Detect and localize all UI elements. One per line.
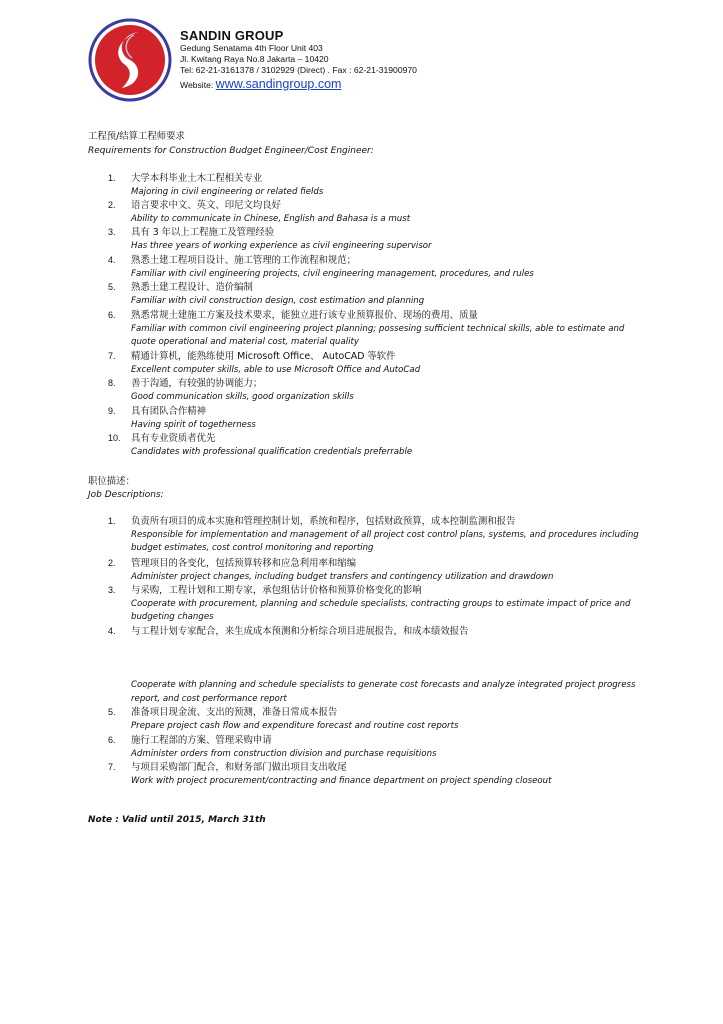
item-text-zh: 施行工程部的方案、管理采购申请 (131, 735, 272, 746)
item-text-zh: 具有 3 年以上工程施工及管理经验 (131, 227, 275, 238)
item-text-en: Work with project procurement/contracting and finance department on project spending closeout (131, 775, 552, 786)
item-number: 2. (108, 200, 116, 210)
item-text-zh: 精通计算机，能熟练使用 Microsoft Office、 AutoCAD 等软件 (131, 351, 396, 362)
address-line-1: Gedung Senatama 4th Floor Unit 403 (180, 43, 323, 53)
job-title-zh: 职位描述： (88, 476, 135, 487)
requirements-title-en: Requirements for Construction Budget Engineer/Cost Engineer: (88, 146, 374, 156)
item-number: 5. (108, 707, 116, 717)
item-text-zh: 负责所有项目的成本实施和管理控制计划，系统和程序，包括财政预算，成本控制监测和报告 (131, 516, 516, 527)
item-text-zh: 管理项目的各变化，包括预算转移和应急利用率和缩编 (131, 558, 357, 569)
website-link[interactable]: www.sandingroup.com (215, 77, 342, 91)
website-label: Website: (180, 80, 214, 90)
item-text-en: Candidates with professional qualification credentials preferrable (131, 446, 413, 457)
validity-note: Note : Valid until 2015, March 31th (88, 815, 266, 825)
item-number: 1. (108, 516, 116, 526)
item-number: 3. (108, 227, 116, 237)
item-number: 4. (108, 255, 116, 265)
item-text-zh: 具有专业资质者优先 (131, 433, 216, 444)
address-line-2: Jl. Kwitang Raya No.8 Jakarta – 10420 (180, 54, 329, 64)
item-text-en: Excellent computer skills, able to use Microsoft Office and AutoCad (131, 364, 421, 375)
item-number: 9. (108, 406, 116, 416)
item-number: 7. (108, 351, 116, 361)
company-header (180, 28, 417, 92)
item-text-zh: 与采购，工程计划和工期专家，承包组估计价格和预算价格变化的影响 (131, 585, 422, 596)
item-text-en: Prepare project cash flow and expenditure forecast and routine cost reports (131, 720, 459, 731)
item-number: 7. (108, 762, 116, 772)
item-text-zh: 熟悉土建工程设计、造价编制 (131, 282, 253, 293)
item-text-zh: 语言要求中文、英文、印尼文均良好 (131, 200, 282, 211)
item-text-zh: 具有团队合作精神 (131, 406, 207, 417)
sandin-group-logo (88, 18, 172, 102)
item-number: 8. (108, 378, 116, 388)
item-number: 2. (108, 558, 116, 568)
item-text-en: Familiar with common civil engineering project planning; possesing sufficient technical skills, able to estimate and quote operational and material cost, material quality (131, 323, 625, 348)
phone-line: Tel: 62-21-3161378 / 3102929 (Direct) . Fax : 62-21-31900970 (180, 65, 417, 75)
item-text-zh: 熟悉土建工程项目设计、施工管理的工作流程和规范； (131, 255, 357, 266)
item-number: 3. (108, 585, 116, 595)
item-number: 10. (108, 433, 121, 443)
item-text-en: Majoring in civil engineering or related fields (131, 186, 324, 197)
item-text-en: Has three years of working experience as civil engineering supervisor (131, 240, 432, 251)
item-text-zh: 准备项目现金流、支出的预测，准备日常成本报告 (131, 707, 338, 718)
requirements-title-zh: 工程预/结算工程师要求 (88, 131, 185, 142)
item-text-en: Cooperate with planning and schedule specialists to generate cost forecasts and analyze integrated project progress report, and cost performance report (131, 680, 636, 704)
job-title-en: Job Descriptions: (88, 490, 164, 500)
item-number: 5. (108, 282, 116, 292)
item-text-zh: 与项目采购部门配合，和财务部门做出项目支出收尾 (131, 762, 347, 773)
item-number: 4. (108, 626, 116, 636)
item-text-zh: 熟悉常规土建施工方案及技术要求，能独立进行该专业预算报价、现场的费用、质量 (131, 310, 478, 321)
item-text-zh: 与工程计划专家配合，来生成成本预测和分析综合项目进展报告，和成本绩效报告 (131, 626, 469, 637)
item-text-en: Administer project changes, including budget transfers and contingency utilization and drawdown (131, 571, 554, 582)
item-number: 6. (108, 735, 116, 745)
company-name: SANDIN GROUP (180, 28, 284, 43)
website-row (180, 77, 417, 92)
item-text-en: Administer orders from construction division and purchase requisitions (131, 748, 437, 759)
item-text-en: Responsible for implementation and management of all project cost control plans, systems, and procedures including budget estimates, cost control monitoring and reporting (131, 529, 639, 554)
item-text-en: Familiar with civil engineering projects, civil engineering management, procedures, and rules (131, 268, 534, 279)
item-text-zh: 大学本科毕业土木工程相关专业 (131, 173, 263, 184)
item-text-en: Having spirit of togetherness (131, 419, 256, 430)
item-text-en: Ability to communicate in Chinese, English and Bahasa is a must (131, 213, 411, 224)
item-text-en: Familiar with civil construction design, cost estimation and planning (131, 295, 425, 306)
item-text-en: Good communication skills, good organization skills (131, 391, 354, 402)
item-number: 1. (108, 173, 116, 183)
item-number: 6. (108, 310, 116, 320)
item-text-en: Cooperate with procurement, planning and schedule specialists, contracting groups to estimate impact of price and budgeting changes (131, 598, 631, 623)
item-text-zh: 善于沟通，有较强的协调能力； (131, 378, 263, 389)
